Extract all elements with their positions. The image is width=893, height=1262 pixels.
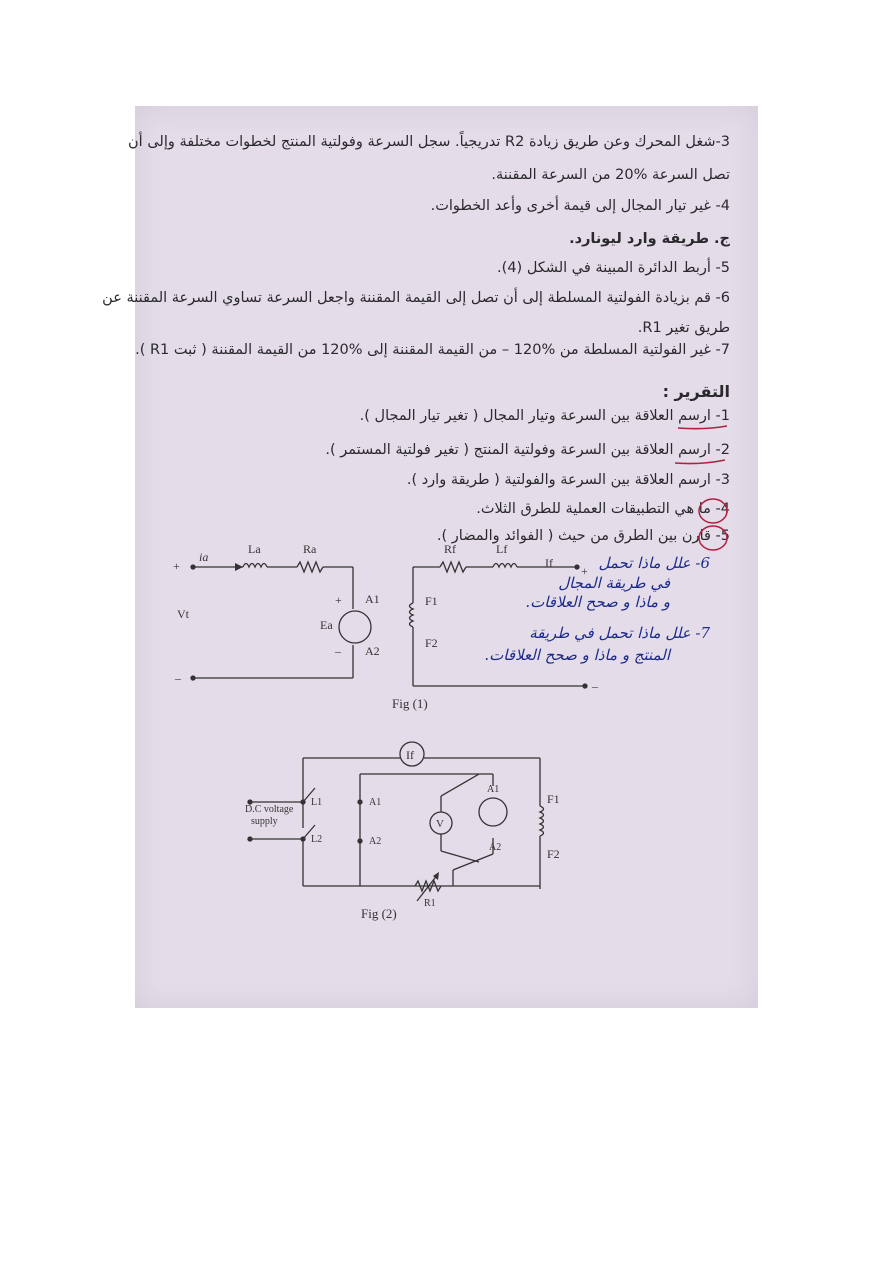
fig2-f1-label: F1 <box>547 792 560 806</box>
fig2-r1-label: R1 <box>424 898 436 909</box>
fig1-la-label: La <box>248 542 261 556</box>
section-c-heading: ج. طريقة وارد ليونارد. <box>569 231 730 247</box>
fig2-f2-label: F2 <box>547 847 560 861</box>
step3-line1: 3-شغل المحرك وعن طريق زيادة R2 تدريجياً. سجل السرعة وفولتية المنتج لخطوات مختلفة وإلى أن <box>128 134 730 150</box>
fig1-minus-left: – <box>175 671 181 685</box>
handwritten-note-6-line3: و ماذا و صحح العلاقات. <box>525 593 670 611</box>
handwritten-note-7-line1: 7- علل ماذا تحمل في طريقة <box>529 624 710 642</box>
handwritten-note-7-line2: المنتج و ماذا و صحح العلاقات. <box>484 646 670 664</box>
fig1-a2-label: A2 <box>365 644 380 658</box>
fig1-minus-right: – <box>592 679 598 693</box>
report-item-1: 1- ارسم العلاقة بين السرعة وتيار المجال ( تغير تيار المجال ). <box>359 408 730 424</box>
fig1-f1-label: F1 <box>425 594 438 608</box>
fig1-lf-label: Lf <box>496 542 508 556</box>
fig2-a2-left-label: A2 <box>369 836 382 847</box>
step6-line1: 6- قم بزيادة الفولتية المسلطة إلى أن تصل إلى القيمة المقننة واجعل السرعة تساوي السرعة المقننة عن <box>102 290 730 306</box>
fig1-eplus: + <box>335 593 342 607</box>
report-heading: التقرير : <box>662 382 730 401</box>
report-item-5: 5- قارن بين الطرق من حيث ( الفوائد والمضار ). <box>436 528 730 544</box>
fig2-a1-left-label: A1 <box>369 797 382 808</box>
handwritten-note-6-line1: 6- علل ماذا تحمل <box>598 554 710 572</box>
step3-line2: تصل السرعة %20 من السرعة المقننة. <box>491 167 730 183</box>
fig1-f2-label: F2 <box>425 636 438 650</box>
fig1-eminus: – <box>335 644 341 658</box>
step6-line2: طريق تغير R1. <box>637 320 730 336</box>
fig2-a2-motor-label: A2 <box>489 842 502 853</box>
fig1-ia-label: ia <box>199 550 209 564</box>
fig1-rf-label: Rf <box>444 542 456 556</box>
fig2-supply-label-1: D.C voltage <box>245 804 294 815</box>
step4: 4- غير تيار المجال إلى قيمة أخرى وأعد الخطوات. <box>430 198 730 214</box>
fig1-plus-right: + <box>581 564 588 578</box>
fig2-circuit <box>135 106 758 1008</box>
handwritten-note-6-line2: في طريقة المجال <box>558 574 670 592</box>
fig2-supply-label-2: supply <box>251 816 278 827</box>
fig1-if-label: If <box>545 556 553 570</box>
fig2-if-meter-label: If <box>406 748 414 762</box>
fig1-plus-left: + <box>173 559 180 573</box>
fig1-caption: Fig (1) <box>392 696 428 711</box>
fig1-ra-label: Ra <box>303 542 317 556</box>
step5: 5- أربط الدائرة المبينة في الشكل (4). <box>497 260 730 276</box>
fig2-caption: Fig (2) <box>361 906 397 921</box>
fig1-ea-label: Ea <box>320 618 333 632</box>
report-item-2: 2- ارسم العلاقة بين السرعة وفولتية المنتج ( تغير فولتية المستمر ). <box>325 442 730 458</box>
fig2-a1-motor-label: A1 <box>487 784 500 795</box>
fig2-l1-label: L1 <box>311 797 323 808</box>
report-item-3: 3- ارسم العلاقة بين السرعة والفولتية ( طريقة وارد ). <box>406 472 730 488</box>
fig1-a1-label: A1 <box>365 592 380 606</box>
report-item-4: 4- ما هي التطبيقات العملية للطرق الثلاث. <box>476 501 730 517</box>
fig2-l2-label: L2 <box>311 834 323 845</box>
fig1-vt-label: Vt <box>177 607 189 621</box>
step7: 7- غير الفولتية المسلطة من %120 – من القيمة المقننة إلى %120 من القيمة المقننة ( ثبت R1 ). <box>135 342 730 358</box>
document-sheet <box>102 106 758 1008</box>
fig2-v-meter-label: V <box>436 818 444 830</box>
